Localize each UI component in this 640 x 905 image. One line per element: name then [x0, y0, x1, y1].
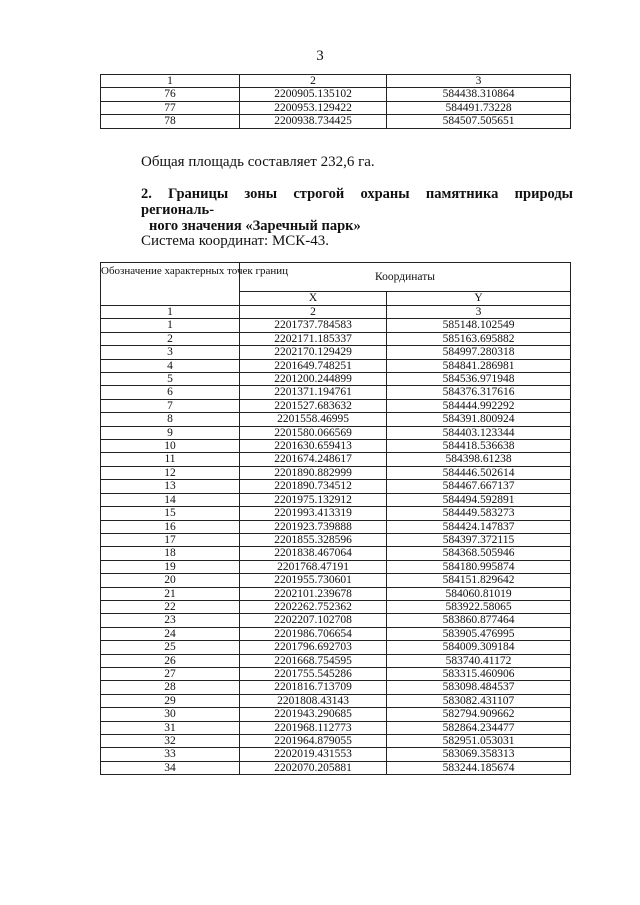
coordinate-system-text: Система координат: МСК-43. — [141, 233, 330, 249]
table-header-row — [101, 75, 571, 88]
point-number-cell: 10 — [101, 440, 240, 453]
x-coordinate-cell: 2201986.706654 — [240, 627, 387, 640]
y-coordinate-cell: 584449.583273 — [387, 507, 571, 520]
point-number-cell: 21 — [101, 587, 240, 600]
x-coordinate-cell: 2202019.431553 — [240, 748, 387, 761]
y-coordinate-cell: 583098.484537 — [387, 681, 571, 694]
y-coordinate-cell: 584438.310864 — [387, 88, 571, 101]
x-coordinate-cell: 2201527.683632 — [240, 399, 387, 412]
x-coordinate-cell: 2200905.135102 — [240, 88, 387, 101]
table-row — [101, 426, 571, 439]
x-coordinate-cell: 2201890.882999 — [240, 466, 387, 479]
y-coordinate-cell: 582951.053031 — [387, 735, 571, 748]
point-number-cell: 15 — [101, 507, 240, 520]
x-coordinate-cell: 2200953.129422 — [240, 101, 387, 114]
table-row — [101, 453, 571, 466]
point-number-cell: 11 — [101, 453, 240, 466]
col-number-3: 3 — [387, 75, 571, 88]
col-number-2: 2 — [240, 306, 387, 319]
y-coordinate-cell: 583905.476995 — [387, 627, 571, 640]
point-number-cell: 33 — [101, 748, 240, 761]
x-coordinate-cell: 2201838.467064 — [240, 547, 387, 560]
point-number-cell: 34 — [101, 761, 240, 774]
x-coordinate-cell: 2201674.248617 — [240, 453, 387, 466]
x-coordinate-cell: 2201737.784583 — [240, 319, 387, 332]
table-row — [101, 115, 571, 128]
table-row — [101, 319, 571, 332]
section-heading — [141, 186, 573, 234]
y-coordinate-cell: 584494.592891 — [387, 493, 571, 506]
x-coordinate-cell: 2201975.132912 — [240, 493, 387, 506]
x-coordinate-cell: 2201558.46995 — [240, 413, 387, 426]
table-row — [101, 667, 571, 680]
point-number-cell: 26 — [101, 654, 240, 667]
coordinates-table — [100, 262, 571, 775]
y-coordinate-cell: 584398.61238 — [387, 453, 571, 466]
col-number-1: 1 — [101, 306, 240, 319]
x-coordinate-cell: 2201816.713709 — [240, 681, 387, 694]
y-coordinate-cell: 583922.58065 — [387, 600, 571, 613]
header-point-label: Обозначение характерных точек границ — [101, 263, 240, 306]
table-row — [101, 507, 571, 520]
point-number-cell: 17 — [101, 533, 240, 546]
point-number-cell: 28 — [101, 681, 240, 694]
x-coordinate-cell: 2201768.47191 — [240, 560, 387, 573]
x-coordinate-cell: 2202262.752362 — [240, 600, 387, 613]
x-coordinate-cell: 2202170.129429 — [240, 346, 387, 359]
table-body — [101, 75, 571, 129]
x-coordinate-cell: 2201649.748251 — [240, 359, 387, 372]
x-coordinate-cell: 2201964.879055 — [240, 735, 387, 748]
x-coordinate-cell: 2201371.194761 — [240, 386, 387, 399]
table-row — [101, 547, 571, 560]
table-row — [101, 493, 571, 506]
table-row — [101, 574, 571, 587]
point-number-cell: 32 — [101, 735, 240, 748]
col-number-2: 2 — [240, 75, 387, 88]
table-row — [101, 654, 571, 667]
point-number-cell: 4 — [101, 359, 240, 372]
y-coordinate-cell: 584444.992292 — [387, 399, 571, 412]
y-coordinate-cell: 584391.800924 — [387, 413, 571, 426]
table-row — [101, 440, 571, 453]
table-row — [101, 708, 571, 721]
point-number-cell: 30 — [101, 708, 240, 721]
table-row — [101, 735, 571, 748]
point-number-cell: 25 — [101, 641, 240, 654]
table-row — [101, 721, 571, 734]
table-row — [101, 332, 571, 345]
table-row — [101, 560, 571, 573]
table-row — [101, 681, 571, 694]
y-coordinate-cell: 584424.147837 — [387, 520, 571, 533]
y-coordinate-cell: 584507.505651 — [387, 115, 571, 128]
table-row — [101, 480, 571, 493]
y-coordinate-cell: 584180.995874 — [387, 560, 571, 573]
y-coordinate-cell: 584397.372115 — [387, 533, 571, 546]
point-number-cell: 6 — [101, 386, 240, 399]
y-coordinate-cell: 585148.102549 — [387, 319, 571, 332]
y-coordinate-cell: 583315.460906 — [387, 667, 571, 680]
point-number-cell: 78 — [101, 115, 240, 128]
x-coordinate-cell: 2201796.692703 — [240, 641, 387, 654]
table-row — [101, 386, 571, 399]
x-coordinate-cell: 2201890.734512 — [240, 480, 387, 493]
header-x: X — [240, 291, 387, 305]
table-row — [101, 101, 571, 114]
section-heading-line2: ного значения «Заречный парк» — [149, 218, 361, 234]
point-number-cell: 23 — [101, 614, 240, 627]
x-coordinate-cell: 2202171.185337 — [240, 332, 387, 345]
y-coordinate-cell: 584536.971948 — [387, 373, 571, 386]
x-coordinate-cell: 2201668.754595 — [240, 654, 387, 667]
header-y: Y — [387, 291, 571, 305]
y-coordinate-cell: 583860.877464 — [387, 614, 571, 627]
section-heading-line1: 2. Границы зоны строгой охраны памятника природы региональ- — [141, 186, 573, 218]
x-coordinate-cell: 2201968.112773 — [240, 721, 387, 734]
table-row — [101, 600, 571, 613]
coordinates-table-continued — [100, 74, 571, 129]
y-coordinate-cell: 584997.280318 — [387, 346, 571, 359]
y-coordinate-cell: 583082.431107 — [387, 694, 571, 707]
point-number-cell: 18 — [101, 547, 240, 560]
table-row — [101, 587, 571, 600]
x-coordinate-cell: 2201630.659413 — [240, 440, 387, 453]
point-number-cell: 13 — [101, 480, 240, 493]
point-number-cell: 1 — [101, 319, 240, 332]
x-coordinate-cell: 2201580.066569 — [240, 426, 387, 439]
y-coordinate-cell: 584368.505946 — [387, 547, 571, 560]
point-number-cell: 14 — [101, 493, 240, 506]
table-row — [101, 761, 571, 774]
table-body — [101, 319, 571, 775]
x-coordinate-cell: 2201943.290685 — [240, 708, 387, 721]
y-coordinate-cell: 582794.909662 — [387, 708, 571, 721]
point-number-cell: 12 — [101, 466, 240, 479]
table-row — [101, 413, 571, 426]
x-coordinate-cell: 2201923.739888 — [240, 520, 387, 533]
point-number-cell: 5 — [101, 373, 240, 386]
point-number-cell: 77 — [101, 101, 240, 114]
y-coordinate-cell: 584446.502614 — [387, 466, 571, 479]
x-coordinate-cell: 2200938.734425 — [240, 115, 387, 128]
point-number-cell: 24 — [101, 627, 240, 640]
x-coordinate-cell: 2201808.43143 — [240, 694, 387, 707]
table-row — [101, 694, 571, 707]
point-number-cell: 2 — [101, 332, 240, 345]
header-coordinates: Координаты — [240, 263, 571, 292]
x-coordinate-cell: 2202070.205881 — [240, 761, 387, 774]
y-coordinate-cell: 583069.358313 — [387, 748, 571, 761]
y-coordinate-cell: 584009.309184 — [387, 641, 571, 654]
table-row — [101, 399, 571, 412]
x-coordinate-cell: 2201200.244899 — [240, 373, 387, 386]
table-row — [101, 346, 571, 359]
x-coordinate-cell: 2201855.328596 — [240, 533, 387, 546]
x-coordinate-cell: 2202207.102708 — [240, 614, 387, 627]
table-row — [101, 614, 571, 627]
point-number-cell: 3 — [101, 346, 240, 359]
col-number-3: 3 — [387, 306, 571, 319]
point-number-cell: 22 — [101, 600, 240, 613]
table-row — [101, 88, 571, 101]
table-row — [101, 373, 571, 386]
table-header — [101, 263, 571, 319]
point-number-cell: 31 — [101, 721, 240, 734]
y-coordinate-cell: 584418.536638 — [387, 440, 571, 453]
y-coordinate-cell: 583740.41172 — [387, 654, 571, 667]
point-number-cell: 9 — [101, 426, 240, 439]
point-number-cell: 19 — [101, 560, 240, 573]
y-coordinate-cell: 584376.317616 — [387, 386, 571, 399]
page-number: 3 — [316, 48, 324, 64]
point-number-cell: 20 — [101, 574, 240, 587]
table-row — [101, 520, 571, 533]
point-number-cell: 27 — [101, 667, 240, 680]
y-coordinate-cell: 584467.667137 — [387, 480, 571, 493]
table-row — [101, 533, 571, 546]
y-coordinate-cell: 584491.73228 — [387, 101, 571, 114]
point-number-cell: 76 — [101, 88, 240, 101]
point-number-cell: 7 — [101, 399, 240, 412]
y-coordinate-cell: 584060.81019 — [387, 587, 571, 600]
x-coordinate-cell: 2201955.730601 — [240, 574, 387, 587]
table-row — [101, 748, 571, 761]
table-row — [101, 466, 571, 479]
total-area-text: Общая площадь составляет 232,6 га. — [141, 154, 375, 170]
x-coordinate-cell: 2201993.413319 — [240, 507, 387, 520]
y-coordinate-cell: 584151.829642 — [387, 574, 571, 587]
y-coordinate-cell: 584841.286981 — [387, 359, 571, 372]
x-coordinate-cell: 2201755.545286 — [240, 667, 387, 680]
col-number-1: 1 — [101, 75, 240, 88]
point-number-cell: 8 — [101, 413, 240, 426]
point-number-cell: 16 — [101, 520, 240, 533]
point-number-cell: 29 — [101, 694, 240, 707]
table-row — [101, 641, 571, 654]
table-row — [101, 359, 571, 372]
x-coordinate-cell: 2202101.239678 — [240, 587, 387, 600]
y-coordinate-cell: 582864.234477 — [387, 721, 571, 734]
table-row — [101, 627, 571, 640]
y-coordinate-cell: 583244.185674 — [387, 761, 571, 774]
y-coordinate-cell: 585163.695882 — [387, 332, 571, 345]
y-coordinate-cell: 584403.123344 — [387, 426, 571, 439]
